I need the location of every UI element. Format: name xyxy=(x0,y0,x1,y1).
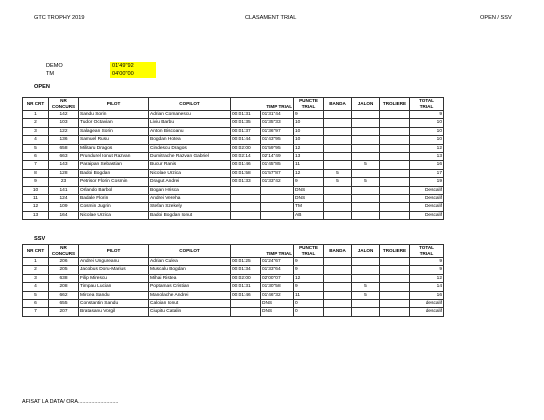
row-nr-concurs: 662 xyxy=(49,291,79,299)
row-total-trial: descalif xyxy=(410,299,444,307)
row-total-trial: 9 xyxy=(410,111,444,119)
row-timp-detail xyxy=(261,194,294,202)
row-total-trial: 12 xyxy=(410,274,444,282)
row-copilot: Adrian Comanescu xyxy=(149,111,231,119)
row-total-trial: 9 xyxy=(410,266,444,274)
row-copilot: Anton Biscoanu xyxy=(149,127,231,135)
row-nr-crt: 6 xyxy=(23,299,49,307)
row-nr-concurs: 124 xyxy=(49,194,79,202)
row-copilot: Mihai Ristea xyxy=(149,274,231,282)
row-jalon xyxy=(352,144,380,152)
row-puncte-trial: 12 xyxy=(294,144,324,152)
row-nr-concurs: 663 xyxy=(49,152,79,160)
row-copilot: Muscalu Bogdan xyxy=(149,266,231,274)
row-timp-detail: DNS xyxy=(261,308,294,316)
row-nr-crt: 8 xyxy=(23,169,49,177)
row-copilot: Caloian Ionut xyxy=(149,299,231,307)
row-total-trial: Descalif xyxy=(410,186,444,194)
row-total-trial: Descalif xyxy=(410,211,444,219)
row-nr-crt: 7 xyxy=(23,308,49,316)
row-timp-detail: 02'14"49 xyxy=(261,152,294,160)
col-jalon: JALON xyxy=(352,98,380,111)
col-banda: BANDA xyxy=(324,245,352,258)
row-banda xyxy=(324,186,352,194)
table-row xyxy=(23,194,444,202)
row-pilot: Bratasanu Vorgil xyxy=(79,308,149,316)
row-banda xyxy=(324,274,352,282)
row-puncte-trial: AB xyxy=(294,211,324,219)
row-puncte-trial: 9 xyxy=(294,111,324,119)
row-timp: 00:01:33 xyxy=(231,178,261,186)
row-jalon xyxy=(352,169,380,177)
row-pilot: Nicolae Urzica xyxy=(79,211,149,219)
row-total-trial: 19 xyxy=(410,178,444,186)
row-total-trial: 17 xyxy=(410,169,444,177)
table-row xyxy=(23,178,444,186)
row-banda xyxy=(324,283,352,291)
row-pilot: Prundurel Ionut Razvan xyxy=(79,152,149,160)
col-nr-concurs: NR CONCURS xyxy=(49,245,79,258)
row-pilot: Filip Mirescu xyxy=(79,274,149,282)
row-nr-crt: 13 xyxy=(23,211,49,219)
row-nr-concurs: 143 xyxy=(49,161,79,169)
row-troliere xyxy=(380,136,410,144)
row-total-trial: 12 xyxy=(410,144,444,152)
row-jalon xyxy=(352,194,380,202)
row-nr-crt: 12 xyxy=(23,203,49,211)
open-results-table xyxy=(22,97,444,220)
table-row xyxy=(23,258,444,266)
row-nr-crt: 9 xyxy=(23,178,49,186)
row-timp-detail: 01'24"67 xyxy=(261,258,294,266)
row-nr-concurs: 141 xyxy=(49,186,79,194)
row-pilot: Timpau Lucian xyxy=(79,283,149,291)
row-nr-concurs: 109 xyxy=(49,203,79,211)
row-nr-concurs: 136 xyxy=(49,136,79,144)
col-troliere: TROLIERE xyxy=(380,245,410,258)
row-nr-concurs: 207 xyxy=(49,308,79,316)
row-nr-crt: 10 xyxy=(23,186,49,194)
row-banda xyxy=(324,258,352,266)
row-timp: 00:02:00 xyxy=(231,274,261,282)
row-banda: 5 xyxy=(324,178,352,186)
row-timp-detail: 01'35"33 xyxy=(261,119,294,127)
row-banda xyxy=(324,299,352,307)
row-puncte-trial: DNS xyxy=(294,194,324,202)
row-total-trial: 10 xyxy=(410,127,444,135)
row-timp-detail: 01'45"85 xyxy=(261,161,294,169)
row-timp xyxy=(231,211,261,219)
row-nr-concurs: 128 xyxy=(49,169,79,177)
row-copilot: Bogan Hrisca xyxy=(149,186,231,194)
row-nr-concurs: 655 xyxy=(49,299,79,307)
row-timp-detail: 01'30"58 xyxy=(261,283,294,291)
ssv-header-row xyxy=(23,245,444,258)
table-row xyxy=(23,111,444,119)
row-troliere xyxy=(380,111,410,119)
row-nr-crt: 7 xyxy=(23,161,49,169)
row-jalon: 5 xyxy=(352,178,380,186)
row-nr-crt: 11 xyxy=(23,194,49,202)
row-timp-detail xyxy=(261,203,294,211)
table-row xyxy=(23,283,444,291)
row-total-trial: 16 xyxy=(410,291,444,299)
row-jalon xyxy=(352,258,380,266)
row-nr-crt: 2 xyxy=(23,119,49,127)
table-row xyxy=(23,119,444,127)
row-total-trial: Descalif xyxy=(410,203,444,211)
row-banda xyxy=(324,266,352,274)
row-troliere xyxy=(380,258,410,266)
table-row xyxy=(23,136,444,144)
table-row xyxy=(23,144,444,152)
row-banda xyxy=(324,119,352,127)
row-puncte-trial: 13 xyxy=(294,152,324,160)
row-timp-detail: 01'33"42 xyxy=(261,178,294,186)
row-total-trial: 10 xyxy=(410,136,444,144)
col-nr-crt: NR CRT xyxy=(23,98,49,111)
table-row xyxy=(23,203,444,211)
row-timp xyxy=(231,186,261,194)
row-pilot: Sandu Sorin xyxy=(79,111,149,119)
row-troliere xyxy=(380,283,410,291)
row-pilot: Tudor Octavian xyxy=(79,119,149,127)
row-pilot: Orlando Barbol xyxy=(79,186,149,194)
row-puncte-trial: 11 xyxy=(294,291,324,299)
row-nr-crt: 4 xyxy=(23,283,49,291)
row-nr-crt: 3 xyxy=(23,127,49,135)
tm-value: 04'00"00 xyxy=(110,70,156,78)
table-row xyxy=(23,127,444,135)
row-jalon xyxy=(352,152,380,160)
row-puncte-trial: 9 xyxy=(294,258,324,266)
row-nr-concurs: 103 xyxy=(49,119,79,127)
row-total-trial: descalif xyxy=(410,308,444,316)
row-copilot: Badoi Bogdan Ionut xyxy=(149,211,231,219)
row-pilot: Salagean Sorin xyxy=(79,127,149,135)
row-nr-concurs: 122 xyxy=(49,127,79,135)
row-puncte-trial: 11 xyxy=(294,161,324,169)
row-copilot: Stefan Szekely xyxy=(149,203,231,211)
footer-posted-at: AFISAT LA DATA/ ORA........................... xyxy=(22,399,119,405)
row-nr-crt: 3 xyxy=(23,274,49,282)
row-copilot: Dumitrache Razvan Gabriel xyxy=(149,152,231,160)
row-timp: 00:01:31 xyxy=(231,111,261,119)
table-row xyxy=(23,308,444,316)
row-copilot: Liviu Barbu xyxy=(149,119,231,127)
row-banda xyxy=(324,152,352,160)
row-copilot: Bucur Ranis xyxy=(149,161,231,169)
row-jalon xyxy=(352,127,380,135)
row-timp: 00:02:00 xyxy=(231,144,261,152)
row-troliere xyxy=(380,211,410,219)
col-pilot: PILOT xyxy=(79,98,149,111)
row-timp-detail: 01'36"97 xyxy=(261,127,294,135)
row-troliere xyxy=(380,274,410,282)
row-total-trial: 10 xyxy=(410,119,444,127)
row-jalon xyxy=(352,299,380,307)
row-copilot: Dragut Andrei xyxy=(149,178,231,186)
row-jalon xyxy=(352,274,380,282)
row-timp-detail: 01'31"44 xyxy=(261,111,294,119)
tm-label: TM xyxy=(46,71,55,77)
row-copilot: Andrei Vereha xyxy=(149,194,231,202)
row-total-trial: 13 xyxy=(410,152,444,160)
row-troliere xyxy=(380,186,410,194)
row-banda xyxy=(324,161,352,169)
row-jalon: 5 xyxy=(352,283,380,291)
col-puncte-trial: PUNCTE TRIAL xyxy=(294,245,324,258)
row-timp-detail xyxy=(261,186,294,194)
row-timp: 00:01:58 xyxy=(231,169,261,177)
row-jalon xyxy=(352,308,380,316)
row-timp-detail: DNS xyxy=(261,299,294,307)
row-banda xyxy=(324,111,352,119)
row-timp xyxy=(231,299,261,307)
row-pilot: Cosmin Jugrin xyxy=(79,203,149,211)
row-copilot: Manolache Andrei xyxy=(149,291,231,299)
col-timp-trial: TIMP TRIAL xyxy=(231,98,294,111)
row-copilot: Cindescu Dragos xyxy=(149,144,231,152)
row-troliere xyxy=(380,299,410,307)
demo-value: 01'49"92 xyxy=(110,62,156,70)
row-pilot: Paraipan Sebastian xyxy=(79,161,149,169)
header-right: OPEN / SSV xyxy=(480,15,512,21)
row-jalon: 5 xyxy=(352,161,380,169)
col-pilot: PILOT xyxy=(79,245,149,258)
row-nr-concurs: 23 xyxy=(49,178,79,186)
row-puncte-trial: 0 xyxy=(294,308,324,316)
table-row xyxy=(23,266,444,274)
col-total-trial: TOTAL TRIAL xyxy=(410,245,444,258)
row-total-trial: 14 xyxy=(410,283,444,291)
row-puncte-trial: 12 xyxy=(294,169,324,177)
row-nr-concurs: 206 xyxy=(49,258,79,266)
row-nr-crt: 4 xyxy=(23,136,49,144)
row-pilot: Badoi Bogdan xyxy=(79,169,149,177)
table-row xyxy=(23,161,444,169)
row-troliere xyxy=(380,144,410,152)
row-nr-concurs: 164 xyxy=(49,211,79,219)
row-timp: 00:01:37 xyxy=(231,127,261,135)
row-troliere xyxy=(380,194,410,202)
row-banda xyxy=(324,136,352,144)
row-timp xyxy=(231,203,261,211)
row-puncte-trial: 10 xyxy=(294,119,324,127)
row-timp: 00:01:46 xyxy=(231,291,261,299)
header-left: GTC TROPHY 2019 xyxy=(34,15,85,21)
row-troliere xyxy=(380,266,410,274)
row-puncte-trial: 9 xyxy=(294,178,324,186)
row-nr-crt: 6 xyxy=(23,152,49,160)
row-puncte-trial: 10 xyxy=(294,136,324,144)
row-puncte-trial: 12 xyxy=(294,274,324,282)
row-timp: 00:02:14 xyxy=(231,152,261,160)
row-timp: 00:01:31 xyxy=(231,283,261,291)
row-total-trial: 16 xyxy=(410,161,444,169)
col-jalon: JALON xyxy=(352,245,380,258)
col-nr-concurs: NR CONCURS xyxy=(49,98,79,111)
row-timp: 00:01:46 xyxy=(231,161,261,169)
row-jalon xyxy=(352,111,380,119)
row-troliere xyxy=(380,291,410,299)
row-pilot: Mircea Sandu xyxy=(79,291,149,299)
table-row xyxy=(23,169,444,177)
row-timp-detail: 01'57"87 xyxy=(261,169,294,177)
row-troliere xyxy=(380,127,410,135)
row-banda xyxy=(324,203,352,211)
table-row xyxy=(23,152,444,160)
row-jalon xyxy=(352,203,380,211)
row-troliere xyxy=(380,161,410,169)
col-banda: BANDA xyxy=(324,98,352,111)
table-row xyxy=(23,186,444,194)
row-nr-concurs: 638 xyxy=(49,274,79,282)
row-troliere xyxy=(380,169,410,177)
table-row xyxy=(23,211,444,219)
row-timp: 00:01:35 xyxy=(231,119,261,127)
ssv-section-title: SSV xyxy=(34,236,46,242)
row-copilot: Ciupitu Catalin xyxy=(149,308,231,316)
row-pilot: Petrisor Florin Cosmin xyxy=(79,178,149,186)
row-timp: 00:01:34 xyxy=(231,266,261,274)
row-nr-concurs: 142 xyxy=(49,111,79,119)
row-pilot: Constantin Sandu xyxy=(79,299,149,307)
row-nr-crt: 1 xyxy=(23,258,49,266)
row-troliere xyxy=(380,152,410,160)
row-jalon xyxy=(352,186,380,194)
table-row xyxy=(23,274,444,282)
row-troliere xyxy=(380,308,410,316)
row-troliere xyxy=(380,203,410,211)
row-timp-detail: 01'43"95 xyxy=(261,136,294,144)
row-jalon xyxy=(352,266,380,274)
row-puncte-trial: TM xyxy=(294,203,324,211)
table-row xyxy=(23,299,444,307)
row-nr-concurs: 208 xyxy=(49,283,79,291)
row-pilot: Badale Florin xyxy=(79,194,149,202)
table-row xyxy=(23,291,444,299)
row-troliere xyxy=(380,178,410,186)
open-section-title: OPEN xyxy=(34,84,50,90)
col-nr-crt: NR CRT xyxy=(23,245,49,258)
row-pilot: Samuel Rusu xyxy=(79,136,149,144)
row-troliere xyxy=(380,119,410,127)
row-jalon xyxy=(352,119,380,127)
ssv-results-table xyxy=(22,244,444,317)
row-pilot: Militaru Dragos xyxy=(79,144,149,152)
row-banda xyxy=(324,211,352,219)
col-copilot: COPILOT xyxy=(149,98,231,111)
row-nr-crt: 5 xyxy=(23,144,49,152)
row-copilot: Bogdan Hotea xyxy=(149,136,231,144)
row-timp-detail xyxy=(261,211,294,219)
row-banda: 5 xyxy=(324,169,352,177)
row-puncte-trial: 9 xyxy=(294,266,324,274)
row-timp-detail: 01'33"64 xyxy=(261,266,294,274)
row-nr-concurs: 205 xyxy=(49,266,79,274)
demo-label: DEMO xyxy=(46,63,63,69)
row-nr-concurs: 658 xyxy=(49,144,79,152)
row-jalon xyxy=(352,211,380,219)
row-timp: 00:01:25 xyxy=(231,258,261,266)
row-nr-crt: 5 xyxy=(23,291,49,299)
row-pilot: Andrei Ungureanu xyxy=(79,258,149,266)
row-timp xyxy=(231,194,261,202)
open-header-row xyxy=(23,98,444,111)
col-total-trial: TOTAL TRIAL xyxy=(410,98,444,111)
row-total-trial: 9 xyxy=(410,258,444,266)
col-puncte-trial: PUNCTE TRIAL xyxy=(294,98,324,111)
row-pilot: Jacobus Doru-Marius xyxy=(79,266,149,274)
row-copilot: Poptamas Cristian xyxy=(149,283,231,291)
row-jalon xyxy=(352,136,380,144)
row-banda xyxy=(324,194,352,202)
row-puncte-trial: DNS xyxy=(294,186,324,194)
row-banda xyxy=(324,308,352,316)
row-timp-detail: 02'00"07 xyxy=(261,274,294,282)
row-puncte-trial: 10 xyxy=(294,127,324,135)
row-total-trial: Descalif xyxy=(410,194,444,202)
row-banda xyxy=(324,291,352,299)
col-troliere: TROLIERE xyxy=(380,98,410,111)
row-copilot: Adrian Culea xyxy=(149,258,231,266)
row-nr-crt: 1 xyxy=(23,111,49,119)
row-jalon: 5 xyxy=(352,291,380,299)
row-nr-crt: 2 xyxy=(23,266,49,274)
col-timp-trial: TIMP TRIAL xyxy=(231,245,294,258)
row-timp xyxy=(231,308,261,316)
header-title: CLASAMENT TRIAL xyxy=(245,15,297,21)
row-copilot: Nicolae Urzica xyxy=(149,169,231,177)
row-puncte-trial: 9 xyxy=(294,283,324,291)
col-copilot: COPILOT xyxy=(149,245,231,258)
row-timp-detail: 01'46"32 xyxy=(261,291,294,299)
row-timp: 00:01:44 xyxy=(231,136,261,144)
row-banda xyxy=(324,144,352,152)
row-puncte-trial: 0 xyxy=(294,299,324,307)
row-banda xyxy=(324,127,352,135)
row-timp-detail: 01'59"95 xyxy=(261,144,294,152)
